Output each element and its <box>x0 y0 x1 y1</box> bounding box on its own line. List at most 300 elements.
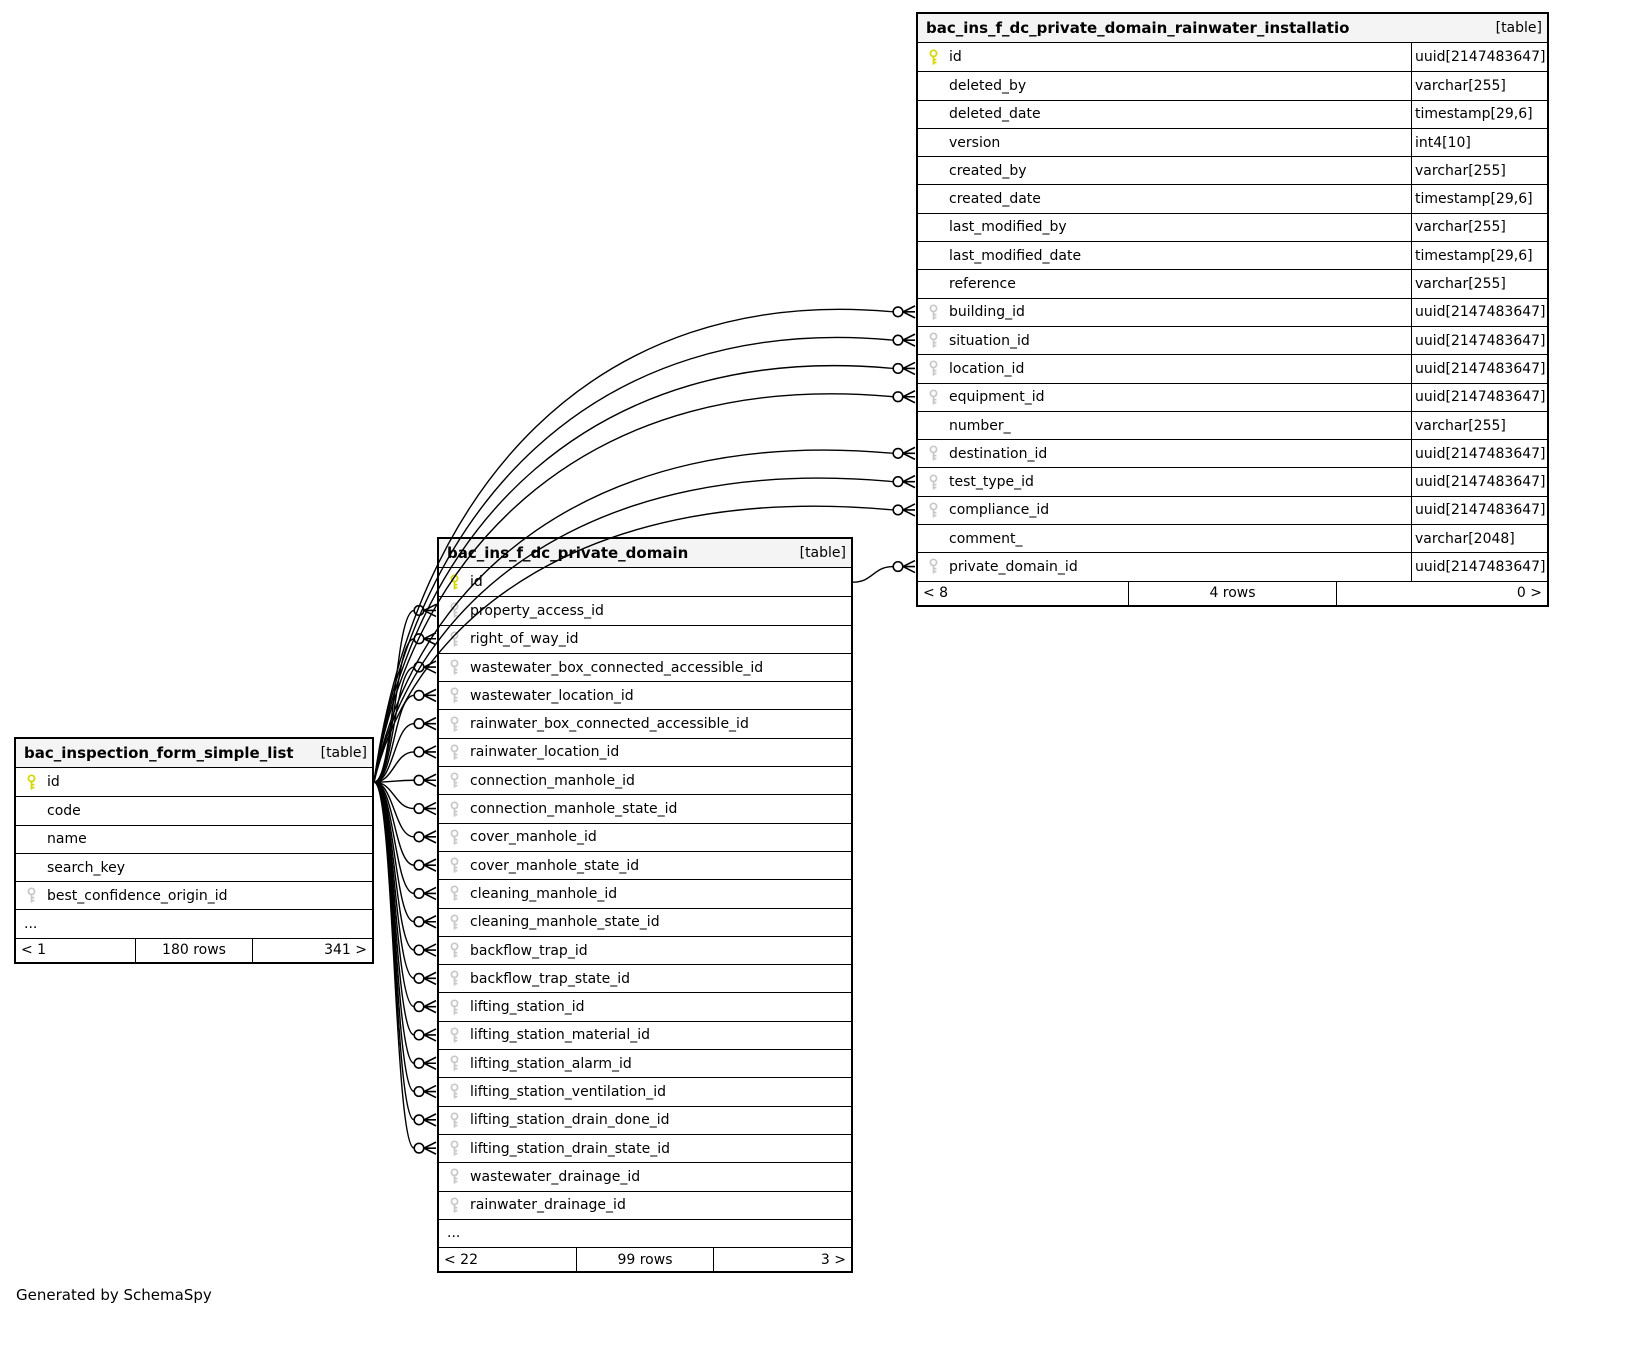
column-row-test_type_id <box>918 467 1547 495</box>
column-row-compliance_id <box>918 496 1547 524</box>
column-name: equipment_id <box>949 389 1045 406</box>
column-name: version <box>949 134 1001 151</box>
relationship-line <box>374 639 414 782</box>
table-type-badge: [table] <box>1495 20 1542 36</box>
crows-foot-icon <box>424 831 436 843</box>
crows-foot-icon <box>903 447 915 459</box>
relationship-line <box>374 782 414 978</box>
crows-foot-icon <box>903 476 915 488</box>
foreign-key-icon <box>448 744 461 761</box>
schemaspy-credit: Generated by SchemaSpy <box>16 1286 212 1304</box>
column-type: varchar[255] <box>1411 157 1547 184</box>
crows-foot-icon <box>424 803 436 815</box>
zero-or-one-circle-icon <box>414 634 424 644</box>
foreign-key-icon <box>448 687 461 704</box>
column-name: situation_id <box>949 332 1030 349</box>
crows-foot-icon <box>424 746 436 758</box>
zero-or-one-circle-icon <box>414 1030 424 1040</box>
column-row-rainwater_location_id <box>439 738 851 766</box>
column-type: varchar[255] <box>1411 270 1547 297</box>
zero-or-one-circle-icon <box>893 364 903 374</box>
table-bac_ins_f_dc_private_domain <box>437 537 853 1273</box>
foreign-key-icon <box>927 445 940 462</box>
zero-or-one-circle-icon <box>893 562 903 572</box>
table-title[interactable]: bac_ins_f_dc_private_domain <box>447 544 689 562</box>
column-name: compliance_id <box>949 502 1050 519</box>
column-row-rainwater_drainage_id <box>439 1191 851 1219</box>
foreign-key-icon <box>448 885 461 902</box>
foreign-key-slot <box>447 801 461 818</box>
crows-foot-icon <box>903 391 915 403</box>
foreign-key-icon <box>927 332 940 349</box>
column-name: cover_manhole_state_id <box>470 857 640 874</box>
zero-or-one-circle-icon <box>414 804 424 814</box>
column-name: created_date <box>949 191 1041 208</box>
column-type: uuid[2147483647] <box>1411 384 1547 411</box>
crows-foot-icon <box>424 1029 436 1041</box>
relationship-line <box>374 782 414 893</box>
column-name: test_type_id <box>949 474 1034 491</box>
zero-or-one-circle-icon <box>414 860 424 870</box>
foreign-key-icon <box>448 942 461 959</box>
foreign-key-slot <box>447 1140 461 1157</box>
crows-foot-icon <box>903 306 915 318</box>
table-bac_ins_f_dc_private_domain_rainwater_installatio <box>916 12 1549 607</box>
column-row-last_modified_date <box>918 241 1547 269</box>
primary-key-slot <box>447 574 461 591</box>
column-row-location_id <box>918 354 1547 382</box>
column-name: backflow_trap_state_id <box>470 970 631 987</box>
column-name: name <box>47 831 87 848</box>
foreign-key-icon <box>927 304 940 321</box>
foreign-key-slot <box>447 631 461 648</box>
column-name: number_ <box>949 417 1011 434</box>
relationship-line <box>374 782 414 1148</box>
column-row-backflow_trap_id <box>439 936 851 964</box>
foreign-key-slot <box>926 445 940 462</box>
column-name: rainwater_drainage_id <box>470 1197 626 1214</box>
empty-key-slot <box>926 106 940 123</box>
column-name: connection_manhole_state_id <box>470 801 678 818</box>
foreign-key-icon <box>448 1140 461 1157</box>
table-footer <box>918 581 1547 605</box>
zero-or-one-circle-icon <box>414 917 424 927</box>
column-row-search_key <box>16 853 372 881</box>
relationship-line <box>374 782 414 808</box>
empty-key-slot <box>926 530 940 547</box>
zero-or-one-circle-icon <box>893 505 903 515</box>
column-type: uuid[2147483647] <box>1411 553 1547 580</box>
zero-or-one-circle-icon <box>414 974 424 984</box>
column-row-situation_id <box>918 326 1547 354</box>
relationship-line <box>374 667 414 782</box>
column-row-created_date <box>918 184 1547 212</box>
column-row-lifting_station_alarm_id <box>439 1049 851 1077</box>
foreign-key-slot <box>447 687 461 704</box>
column-name: building_id <box>949 304 1025 321</box>
foreign-key-icon <box>927 558 940 575</box>
column-row-property_access_id <box>439 596 851 624</box>
primary-key-slot <box>24 774 38 791</box>
column-name: last_modified_date <box>949 247 1082 264</box>
column-type: uuid[2147483647] <box>1411 497 1547 524</box>
column-row-connection_manhole_id <box>439 766 851 794</box>
zero-or-one-circle-icon <box>893 449 903 459</box>
foreign-key-icon <box>448 602 461 619</box>
crows-foot-icon <box>424 661 436 673</box>
column-name: location_id <box>949 360 1025 377</box>
foreign-key-slot <box>447 659 461 676</box>
zero-or-one-circle-icon <box>414 606 424 616</box>
column-row-created_by <box>918 156 1547 184</box>
foreign-key-icon <box>25 887 38 904</box>
hidden-relations-left: < 1 <box>21 942 47 959</box>
column-row-lifting_station_material_id <box>439 1021 851 1049</box>
hidden-relations-right: 3 > <box>820 1251 846 1268</box>
column-name: rainwater_box_connected_accessible_id <box>470 716 749 733</box>
primary-key-icon <box>448 574 461 591</box>
column-row-wastewater_drainage_id <box>439 1162 851 1190</box>
column-row-id <box>439 568 851 596</box>
foreign-key-icon <box>448 716 461 733</box>
column-type: uuid[2147483647] <box>1411 43 1547 71</box>
column-name: id <box>47 774 60 791</box>
column-name: lifting_station_ventilation_id <box>470 1083 666 1100</box>
relationship-line <box>374 782 414 837</box>
foreign-key-slot <box>447 772 461 789</box>
primary-key-slot <box>926 49 940 66</box>
column-row-last_modified_by <box>918 213 1547 241</box>
zero-or-one-circle-icon <box>414 719 424 729</box>
table-type-badge: [table] <box>320 745 367 761</box>
column-name: wastewater_box_connected_accessible_id <box>470 659 764 676</box>
ellipsis-row <box>16 909 372 937</box>
empty-key-slot <box>926 247 940 264</box>
crows-foot-icon <box>424 1057 436 1069</box>
empty-key-slot <box>926 276 940 293</box>
foreign-key-slot <box>447 1197 461 1214</box>
primary-key-icon <box>25 774 38 791</box>
foreign-key-icon <box>927 389 940 406</box>
relationship-line <box>374 782 414 1007</box>
column-name: deleted_by <box>949 77 1027 94</box>
column-name: connection_manhole_id <box>470 772 635 789</box>
row-count: 99 rows <box>576 1248 713 1271</box>
foreign-key-icon <box>448 970 461 987</box>
crows-foot-icon <box>424 604 436 616</box>
zero-or-one-circle-icon <box>414 945 424 955</box>
zero-or-one-circle-icon <box>893 477 903 487</box>
foreign-key-slot <box>24 887 38 904</box>
column-name: backflow_trap_id <box>470 942 588 959</box>
foreign-key-slot <box>447 1112 461 1129</box>
zero-or-one-circle-icon <box>414 1058 424 1068</box>
column-row-version <box>918 128 1547 156</box>
crows-foot-icon <box>424 887 436 899</box>
column-type: varchar[255] <box>1411 72 1547 99</box>
empty-key-slot <box>24 831 38 848</box>
column-row-deleted_date <box>918 100 1547 128</box>
hidden-relations-left: < 22 <box>444 1251 478 1268</box>
foreign-key-slot <box>926 360 940 377</box>
zero-or-one-circle-icon <box>414 1087 424 1097</box>
column-name: lifting_station_material_id <box>470 1027 650 1044</box>
zero-or-one-circle-icon <box>893 392 903 402</box>
ellipsis-label: ... <box>447 1225 461 1242</box>
column-name: id <box>470 574 483 591</box>
column-name: property_access_id <box>470 602 604 619</box>
column-type: varchar[255] <box>1411 214 1547 241</box>
foreign-key-icon <box>448 1055 461 1072</box>
crows-foot-icon <box>424 633 436 645</box>
crows-foot-icon <box>424 718 436 730</box>
crows-foot-icon <box>424 916 436 928</box>
foreign-key-icon <box>927 474 940 491</box>
table-bac_inspection_form_simple_list <box>14 737 374 964</box>
relationship-line <box>374 782 414 922</box>
foreign-key-icon <box>448 857 461 874</box>
foreign-key-icon <box>448 1027 461 1044</box>
zero-or-one-circle-icon <box>414 775 424 785</box>
column-type: timestamp[29,6] <box>1411 242 1547 269</box>
column-name: code <box>47 802 81 819</box>
foreign-key-icon <box>448 1083 461 1100</box>
table-footer <box>439 1247 851 1271</box>
column-row-connection_manhole_state_id <box>439 794 851 822</box>
empty-key-slot <box>926 219 940 236</box>
column-name: lifting_station_alarm_id <box>470 1055 632 1072</box>
relationship-line <box>374 610 414 782</box>
row-count: 180 rows <box>135 939 254 962</box>
column-row-id <box>918 43 1547 71</box>
relationship-line <box>374 780 414 782</box>
empty-key-slot <box>926 417 940 434</box>
column-name: lifting_station_id <box>470 999 585 1016</box>
foreign-key-icon <box>448 1112 461 1129</box>
column-row-lifting_station_drain_done_id <box>439 1106 851 1134</box>
column-row-rainwater_box_connected_accessible_id <box>439 709 851 737</box>
foreign-key-slot <box>926 332 940 349</box>
column-name: destination_id <box>949 445 1048 462</box>
crows-foot-icon <box>424 774 436 786</box>
foreign-key-icon <box>927 502 940 519</box>
zero-or-one-circle-icon <box>893 307 903 317</box>
column-name: lifting_station_drain_done_id <box>470 1112 670 1129</box>
foreign-key-slot <box>926 502 940 519</box>
column-type: int4[10] <box>1411 129 1547 156</box>
table-title[interactable]: bac_inspection_form_simple_list <box>24 744 294 762</box>
column-type: varchar[2048] <box>1411 525 1547 552</box>
relationship-line <box>374 782 414 1091</box>
column-type: timestamp[29,6] <box>1411 101 1547 128</box>
zero-or-one-circle-icon <box>414 1002 424 1012</box>
table-title[interactable]: bac_ins_f_dc_private_domain_rainwater_installatio <box>926 19 1350 37</box>
crows-foot-icon <box>424 944 436 956</box>
column-type: varchar[255] <box>1411 412 1547 439</box>
column-row-wastewater_box_connected_accessible_id <box>439 653 851 681</box>
relationship-line <box>374 782 414 1063</box>
relationship-line <box>374 782 414 1120</box>
relationship-line <box>374 695 414 782</box>
column-row-right_of_way_id <box>439 625 851 653</box>
column-name: created_by <box>949 162 1027 179</box>
column-name: private_domain_id <box>949 558 1078 575</box>
column-name: reference <box>949 276 1016 293</box>
relationship-line <box>374 782 414 1035</box>
column-row-backflow_trap_state_id <box>439 964 851 992</box>
foreign-key-slot <box>447 999 461 1016</box>
foreign-key-slot <box>447 885 461 902</box>
foreign-key-icon <box>448 801 461 818</box>
column-row-building_id <box>918 298 1547 326</box>
column-name: rainwater_location_id <box>470 744 620 761</box>
table-header <box>16 739 372 768</box>
ellipsis-label: ... <box>24 916 38 933</box>
crows-foot-icon <box>424 1142 436 1154</box>
column-name: cleaning_manhole_id <box>470 885 618 902</box>
zero-or-one-circle-icon <box>414 747 424 757</box>
primary-key-icon <box>927 49 940 66</box>
relationship-line <box>374 782 414 865</box>
column-name: right_of_way_id <box>470 631 579 648</box>
table-type-badge: [table] <box>799 545 846 561</box>
column-row-code <box>16 796 372 824</box>
column-name: comment_ <box>949 530 1023 547</box>
column-row-wastewater_location_id <box>439 681 851 709</box>
column-row-id <box>16 768 372 796</box>
foreign-key-icon <box>448 1168 461 1185</box>
empty-key-slot <box>24 802 38 819</box>
column-row-private_domain_id <box>918 552 1547 580</box>
column-name: cleaning_manhole_state_id <box>470 914 660 931</box>
column-row-cover_manhole_id <box>439 823 851 851</box>
column-name: lifting_station_drain_state_id <box>470 1140 671 1157</box>
column-row-name <box>16 825 372 853</box>
foreign-key-slot <box>447 942 461 959</box>
relationship-line <box>374 782 414 950</box>
column-name: cover_manhole_id <box>470 829 597 846</box>
zero-or-one-circle-icon <box>414 662 424 672</box>
column-row-cover_manhole_state_id <box>439 851 851 879</box>
foreign-key-slot <box>447 857 461 874</box>
crows-foot-icon <box>903 362 915 374</box>
foreign-key-slot <box>926 389 940 406</box>
foreign-key-slot <box>447 602 461 619</box>
column-row-reference <box>918 269 1547 297</box>
column-row-cleaning_manhole_id <box>439 879 851 907</box>
foreign-key-slot <box>926 474 940 491</box>
foreign-key-slot <box>447 1055 461 1072</box>
foreign-key-icon <box>448 1197 461 1214</box>
hidden-relations-left: < 8 <box>923 585 949 602</box>
foreign-key-slot <box>447 970 461 987</box>
empty-key-slot <box>926 77 940 94</box>
relationship-line <box>374 724 414 783</box>
row-count: 4 rows <box>1128 582 1338 605</box>
zero-or-one-circle-icon <box>414 691 424 701</box>
zero-or-one-circle-icon <box>893 335 903 345</box>
crows-foot-icon <box>424 1001 436 1013</box>
empty-key-slot <box>926 162 940 179</box>
empty-key-slot <box>24 859 38 876</box>
foreign-key-slot <box>447 744 461 761</box>
table-header <box>439 539 851 568</box>
relationship-line <box>374 752 414 782</box>
column-name: search_key <box>47 859 126 876</box>
column-row-lifting_station_drain_state_id <box>439 1134 851 1162</box>
zero-or-one-circle-icon <box>414 832 424 842</box>
foreign-key-slot <box>447 716 461 733</box>
column-name: last_modified_by <box>949 219 1067 236</box>
ellipsis-row <box>439 1219 851 1247</box>
crows-foot-icon <box>903 504 915 516</box>
column-row-deleted_by <box>918 71 1547 99</box>
foreign-key-slot <box>447 1168 461 1185</box>
crows-foot-icon <box>903 561 915 573</box>
column-type: uuid[2147483647] <box>1411 355 1547 382</box>
column-name: deleted_date <box>949 106 1041 123</box>
column-name: id <box>949 49 962 66</box>
column-name: best_confidence_origin_id <box>47 887 228 904</box>
foreign-key-icon <box>448 999 461 1016</box>
crows-foot-icon <box>424 1086 436 1098</box>
foreign-key-slot <box>447 1027 461 1044</box>
column-row-equipment_id <box>918 383 1547 411</box>
column-row-cleaning_manhole_state_id <box>439 908 851 936</box>
zero-or-one-circle-icon <box>414 1143 424 1153</box>
hidden-relations-right: 341 > <box>324 942 368 959</box>
column-type: uuid[2147483647] <box>1411 440 1547 467</box>
foreign-key-icon <box>448 914 461 931</box>
table-footer <box>16 938 372 962</box>
crows-foot-icon <box>424 859 436 871</box>
crows-foot-icon <box>424 689 436 701</box>
foreign-key-icon <box>448 659 461 676</box>
column-row-comment_ <box>918 524 1547 552</box>
empty-key-slot <box>926 134 940 151</box>
foreign-key-icon <box>448 631 461 648</box>
crows-foot-icon <box>424 1114 436 1126</box>
column-type: uuid[2147483647] <box>1411 468 1547 495</box>
zero-or-one-circle-icon <box>414 889 424 899</box>
column-row-lifting_station_ventilation_id <box>439 1077 851 1105</box>
foreign-key-slot <box>447 914 461 931</box>
hidden-relations-right: 0 > <box>1516 585 1543 602</box>
column-name: wastewater_location_id <box>470 687 634 704</box>
crows-foot-icon <box>903 334 915 346</box>
column-type: uuid[2147483647] <box>1411 327 1547 354</box>
relationship-line <box>853 567 893 583</box>
crows-foot-icon <box>424 972 436 984</box>
foreign-key-slot <box>926 304 940 321</box>
foreign-key-slot <box>926 558 940 575</box>
column-type: uuid[2147483647] <box>1411 299 1547 326</box>
foreign-key-icon <box>448 772 461 789</box>
column-name: wastewater_drainage_id <box>470 1168 641 1185</box>
column-row-number_ <box>918 411 1547 439</box>
foreign-key-slot <box>447 829 461 846</box>
empty-key-slot <box>926 191 940 208</box>
zero-or-one-circle-icon <box>414 1115 424 1125</box>
column-row-best_confidence_origin_id <box>16 881 372 909</box>
column-type: timestamp[29,6] <box>1411 185 1547 212</box>
table-header <box>918 14 1547 43</box>
column-row-destination_id <box>918 439 1547 467</box>
foreign-key-slot <box>447 1083 461 1100</box>
column-row-lifting_station_id <box>439 992 851 1020</box>
foreign-key-icon <box>927 360 940 377</box>
foreign-key-icon <box>448 829 461 846</box>
